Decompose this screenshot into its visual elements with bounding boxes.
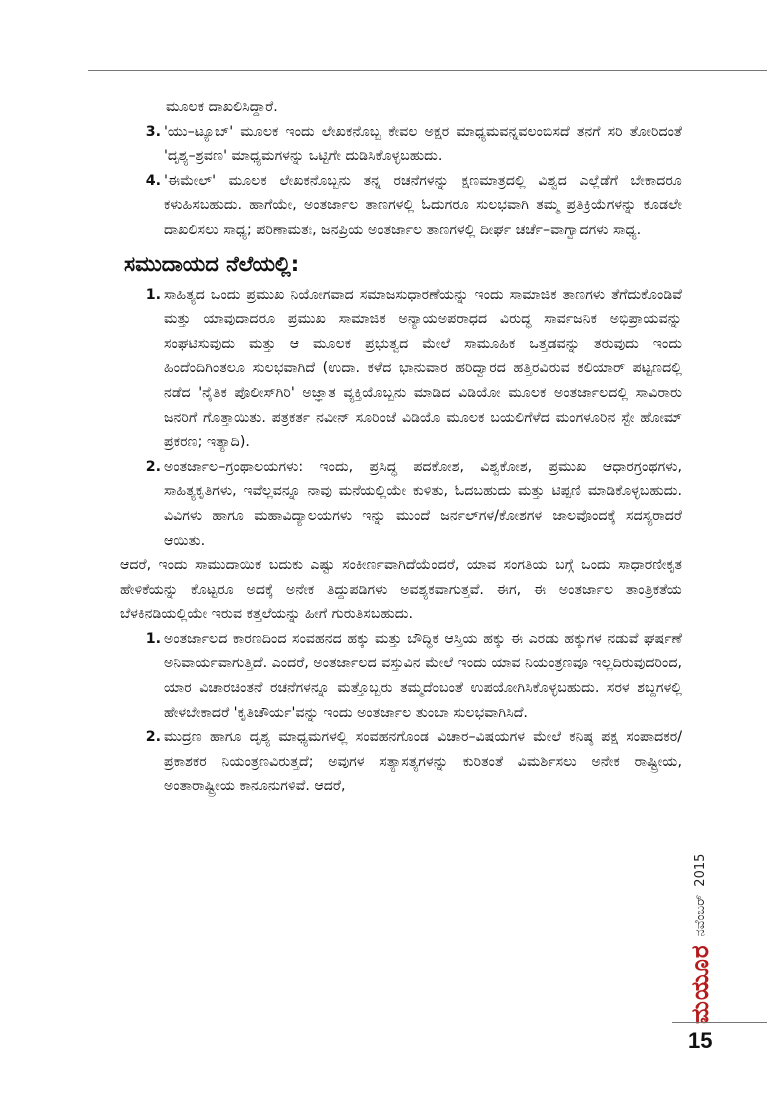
list-text: ಅಂತರ್ಜಾಲದ ಕಾರಣದಿಂದ ಸಂವಹನದ ಹಕ್ಕು ಮತ್ತು ಬೌದ್ಧಿಕ ಆಸ್ತಿಯ ಹಕ್ಕು ಈ ಎರಡು ಹಕ್ಕುಗಳ ನಡುವೆ ಘರ್ಷಣೆ ಅನಿವಾರ್ಯವಾಗುತ್ತಿದೆ. ಎಂದರೆ, ಅಂತರ್ಜಾಲದ ವಸ್ತುವಿನ ಮೇಲೆ ಇಂದು ಯಾವ ನಿಯಂತ್ರಣವೂ ಇಲ್ಲದಿರುವುದರಿಂದ, ಯಾರ ವಿಚಾರಚಿಂತನೆ ರಚನೆಗಳನ್ನೂ ಮತ್ತೊಬ್ಬರು ತಮ್ಮದೆಂಬಂತೆ ಉಪಯೋಗಿಸಿಕೊಳ್ಳಬಹುದು. ಸರಳ ಶಬ್ದಗಳಲ್ಲಿ ಹೇಳಬೇಕಾದರೆ 'ಕೃತಿಚೌರ್ಯ'ವನ್ನು ಇಂದು ಅಂತರ್ಜಾಲ ತುಂಬಾ ಸುಲಭವಾಗಿಸಿದೆ. <box>164 630 682 721</box>
continuation-text: ಮೂಲಕ ದಾಖಲಿಸಿದ್ದಾರೆ. <box>166 99 278 115</box>
side-masthead <box>685 788 715 1024</box>
list-text: 'ಯು–ಟ್ಯೂಬ್' ಮೂಲಕ ಇಂದು ಲೇಖಕನೊಬ್ಬ ಕೇವಲ ಅಕ್ಷರ ಮಾಧ್ಯಮವನ್ನವಲಂಬಿಸದೆ ತನಗೆ ಸರಿ ತೋರಿದಂತೆ 'ದೃಶ್ಯ–ಶ್ರವಣ' ಮಾಧ್ಯಮಗಳನ್ನು ಒಟ್ಟಿಗೇ ದುಡಿಸಿಕೊಳ್ಳಬಹುದು. <box>164 123 682 165</box>
list-number: 2. <box>145 458 161 475</box>
issue-month: ನವೆಂಬರ್ <box>692 894 708 937</box>
list-text: ಸಾಹಿತ್ಯದ ಒಂದು ಪ್ರಮುಖ ನಿಯೋಗವಾದ ಸಮಾಜಸುಧಾರಣೆಯನ್ನು ಇಂದು ಸಾಮಾಜಿಕ ತಾಣಗಳು ತೆಗೆದುಕೊಂಡಿವೆ ಮತ್ತು ಯಾವುದಾದರೂ ಪ್ರಮುಖ ಸಾಮಾಜಿಕ ಅನ್ಯಾಯಅಪರಾಧದ ವಿರುದ್ಧ ಸಾರ್ವಜನಿಕ ಅಭಿಪ್ರಾಯವನ್ನು ಸಂಘಟಿಸುವುದು ಮತ್ತು ಆ ಮೂಲಕ ಪ್ರಭುತ್ವದ ಮೇಲೆ ಸಾಮೂಹಿಕ ಒತ್ತಡವನ್ನು ತರುವುದು ಇಂದು ಹಿಂದೆಂದಿಗಿಂತಲೂ ಸುಲಭವಾಗಿದೆ (ಉದಾ. ಕಳೆದ ಭಾನುವಾರ ಹರಿದ್ವಾರದ ಹತ್ತಿರವಿರುವ ಕಲಿಯಾರ್ ಪಟ್ಟಣದಲ್ಲಿ ನಡೆದ 'ನೈತಿಕ ಪೊಲೀಸ್‌ಗಿರಿ' ಅಜ್ಞಾತ ವ್ಯಕ್ತಿಯೊಬ್ಬನು ಮಾಡಿದ ವಿಡಿಯೋ ಮೂಲಕ ಅಂತರ್ಜಾಲದಲ್ಲಿ ಸಾವಿರಾರು ಜನರಿಗೆ ಗೊತ್ತಾಯಿತು. ಪತ್ರಕರ್ತ ನವೀನ್ ಸೂರಿಂಜೆ ವಿಡಿಯೊ ಮೂಲಕ ಬಯಲಿಗೆಳೆದ ಮಂಗಳೂರಿನ ಸ್ಟೇ ಹೋಮ್ ಪ್ರಕರಣ; ಇತ್ಯಾದಿ). <box>164 286 682 451</box>
footer-rule <box>672 1022 767 1023</box>
list-item-1b <box>120 627 682 725</box>
list-number: 1. <box>145 286 161 303</box>
page-number: 15 <box>688 1028 713 1053</box>
list-item-2 <box>120 455 682 553</box>
body-paragraph: ಆದರೆ, ಇಂದು ಸಾಮುದಾಯಿಕ ಬದುಕು ಎಷ್ಟು ಸಂಕೀರ್ಣವಾಗಿದೆಯೆಂದರೆ, ಯಾವ ಸಂಗತಿಯ ಬಗ್ಗೆ ಒಂದು ಸಾಧಾರಣೀಕೃತ ಹೇಳಿಕೆಯನ್ನು ಕೊಟ್ಟರೂ ಅದಕ್ಕೆ ಅನೇಕ ತಿದ್ದುಪಡಿಗಳು ಅವಶ್ಯಕವಾಗುತ್ತವೆ. ಈಗ, ಈ ಅಂತರ್ಜಾಲ ತಾಂತ್ರಿಕತೆಯ ಬೆಳಕಿನಡಿಯಲ್ಲಿಯೇ ಇರುವ ಕತ್ತಲೆಯನ್ನು ಹೀಗೆ ಗುರುತಿಸಬಹುದು. <box>120 557 682 623</box>
list-number: 1. <box>145 630 161 647</box>
list-number: 3. <box>145 123 161 140</box>
list-item-4 <box>120 169 682 243</box>
magazine-logo: ಮಯೂರ <box>686 944 714 1024</box>
list-text: ಮುದ್ರಣ ಹಾಗೂ ದೃಶ್ಯ ಮಾಧ್ಯಮಗಳಲ್ಲಿ ಸಂವಹನಗೊಂಡ ವಿಚಾರ–ವಿಷಯಗಳ ಮೇಲೆ ಕನಿಷ್ಠ ಪಕ್ಷ ಸಂಪಾದಕರ/ ಪ್ರಕಾಶಕರ ನಿಯಂತ್ರಣವಿರುತ್ತದೆ; ಅವುಗಳ ಸತ್ಯಾಸತ್ಯಗಳನ್ನು ಕುರಿತಂತೆ ವಿಮರ್ಶಿಸಲು ಅನೇಕ ರಾಷ್ಟ್ರೀಯ, ಅಂತಾರಾಷ್ಟ್ರೀಯ ಕಾನೂನುಗಳಿವೆ. ಆದರೆ, <box>164 729 682 795</box>
header-rule <box>88 70 767 71</box>
list-item-1 <box>120 283 682 455</box>
list-text: ಅಂತರ್ಜಾಲ–ಗ್ರಂಥಾಲಯಗಳು: ಇಂದು, ಪ್ರಸಿದ್ಧ ಪದಕೋಶ, ವಿಶ್ವಕೋಶ, ಪ್ರಮುಖ ಆಧಾರಗ್ರಂಥಗಳು, ಸಾಹಿತ್ಯಕೃತಿಗಳು, ಇವೆಲ್ಲವನ್ನೂ ನಾವು ಮನೆಯಲ್ಲಿಯೇ ಕುಳಿತು, ಓದಬಹುದು ಮತ್ತು ಟಿಪ್ಪಣಿ ಮಾಡಿಕೊಳ್ಳಬಹುದು. ವಿವಿಗಳು ಹಾಗೂ ಮಹಾವಿದ್ಯಾಲಯಗಳು ಇನ್ನು ಮುಂದೆ ಜರ್ನಲ್‌ಗಳ/ಕೋಶಗಳ ಜಾಲವೊಂದಕ್ಕೆ ಸದಸ್ಯರಾದರೆ ಆಯಿತು. <box>164 458 682 549</box>
issue-year: 2015 <box>692 853 708 887</box>
list-number: 2. <box>145 729 161 746</box>
list-item-3 <box>120 120 682 169</box>
article-body <box>120 95 682 799</box>
section-heading: ಸಮುದಾಯದ ನೆಲೆಯಲ್ಲಿ: <box>124 251 300 276</box>
list-item-2b <box>120 725 682 799</box>
list-text: 'ಈಮೇಲ್' ಮೂಲಕ ಲೇಖಕನೊಬ್ಬನು ತನ್ನ ರಚನೆಗಳನ್ನು ಕ್ಷಣಮಾತ್ರದಲ್ಲಿ ವಿಶ್ವದ ಎಲ್ಲೆಡೆಗೆ ಬೇಕಾದರೂ ಕಳುಹಿಸಬಹುದು. ಹಾಗೆಯೇ, ಅಂತರ್ಜಾಲ ತಾಣಗಳಲ್ಲಿ ಓದುಗರೂ ಸುಲಭವಾಗಿ ತಮ್ಮ ಪ್ರತಿಕ್ರಿಯೆಗಳನ್ನು ಕೂಡಲೇ ದಾಖಲಿಸಲು ಸಾಧ್ಯ; ಪರಿಣಾಮತಃ, ಜನಪ್ರಿಯ ಅಂತರ್ಜಾಲ ತಾಣಗಳಲ್ಲಿ ದೀರ್ಘ ಚರ್ಚೆ–ವಾಗ್ವಾದಗಳು ಸಾಧ್ಯ. <box>164 172 682 238</box>
list-number: 4. <box>145 172 161 189</box>
